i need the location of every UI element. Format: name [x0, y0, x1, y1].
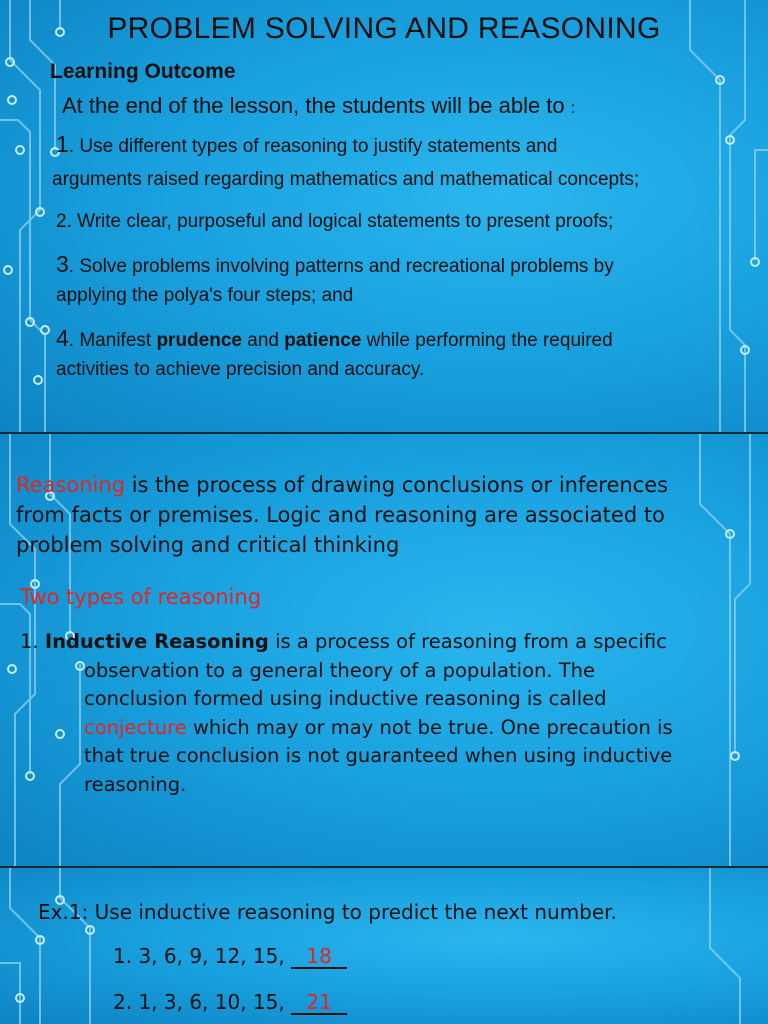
example-prompt: Ex.1: Use inductive reasoning to predict the next number. [38, 900, 617, 924]
sequence-item-2 [113, 990, 347, 1015]
objective-1-line2: arguments raised regarding mathematics and mathematical concepts; [52, 169, 640, 190]
slide-title: PROBLEM SOLVING AND REASONING [107, 12, 661, 45]
definition-line1: is the process of drawing conclusions or inferences [125, 473, 669, 497]
reasoning-term: Reasoning [16, 473, 126, 497]
objective-4-part-a: . Manifest [68, 330, 157, 351]
objective-4 [56, 324, 756, 384]
intro-text [62, 93, 575, 119]
objective-1-number: 1 [56, 131, 69, 157]
inductive-line4: which may or may not be true. One precaution is [186, 715, 673, 739]
sequence-1-answer: 18 [291, 945, 347, 969]
objective-4-part-e: while performing the required [361, 330, 613, 351]
objective-3-number: 3 [56, 251, 69, 277]
objective-4-line2: activities to achieve precision and accuracy. [56, 359, 425, 380]
definition-line2: from facts or premises. Logic and reasoning are associated to [16, 503, 665, 527]
objective-3-line1: . Solve problems involving patterns and recreational problems by [68, 256, 614, 277]
reasoning-definition [16, 470, 756, 560]
sequence-item-1 [113, 944, 347, 969]
types-heading: Two types of reasoning [20, 585, 262, 609]
conjecture-term: conjecture [84, 715, 187, 739]
objective-4-number: 4 [56, 325, 69, 351]
definition-line3: problem solving and critical thinking [16, 533, 400, 557]
objective-4-prudence: prudence [156, 330, 242, 351]
sequence-1-text: 1. 3, 6, 9, 12, 15, [113, 944, 292, 968]
inductive-reasoning-paragraph [20, 628, 760, 799]
intro-label: At the end of the lesson, the students will be able to [62, 93, 565, 118]
objective-2: 2. Write clear, purposeful and logical statements to present proofs; [56, 211, 614, 232]
slide-1 [0, 0, 768, 432]
objective-1 [52, 130, 756, 194]
inductive-line5: that true conclusion is not guaranteed when using inductive [84, 744, 673, 767]
inductive-line1: is a process of reasoning from a specific [268, 630, 667, 653]
objective-3 [56, 250, 756, 310]
objective-4-part-c: and [241, 330, 285, 351]
inductive-line3: conclusion formed using inductive reasoning is called [84, 687, 607, 710]
objective-4-patience: patience [284, 330, 362, 351]
objective-3-line2: applying the polya's four steps; and [56, 285, 354, 306]
learning-outcome-heading: Learning Outcome [50, 60, 236, 83]
inductive-term: Inductive Reasoning [44, 630, 269, 653]
inductive-line2: observation to a general theory of a population. The [84, 658, 596, 682]
inductive-number: 1. [20, 630, 45, 653]
inductive-line6: reasoning. [84, 772, 187, 796]
slide-3 [0, 868, 768, 1024]
slide-2 [0, 434, 768, 866]
sequence-2-text: 2. 1, 3, 6, 10, 15, [113, 990, 292, 1014]
objective-1-line1: . Use different types of reasoning to justify statements and [68, 136, 558, 157]
intro-colon: : [570, 100, 576, 117]
sequence-2-answer: 21 [291, 991, 347, 1015]
